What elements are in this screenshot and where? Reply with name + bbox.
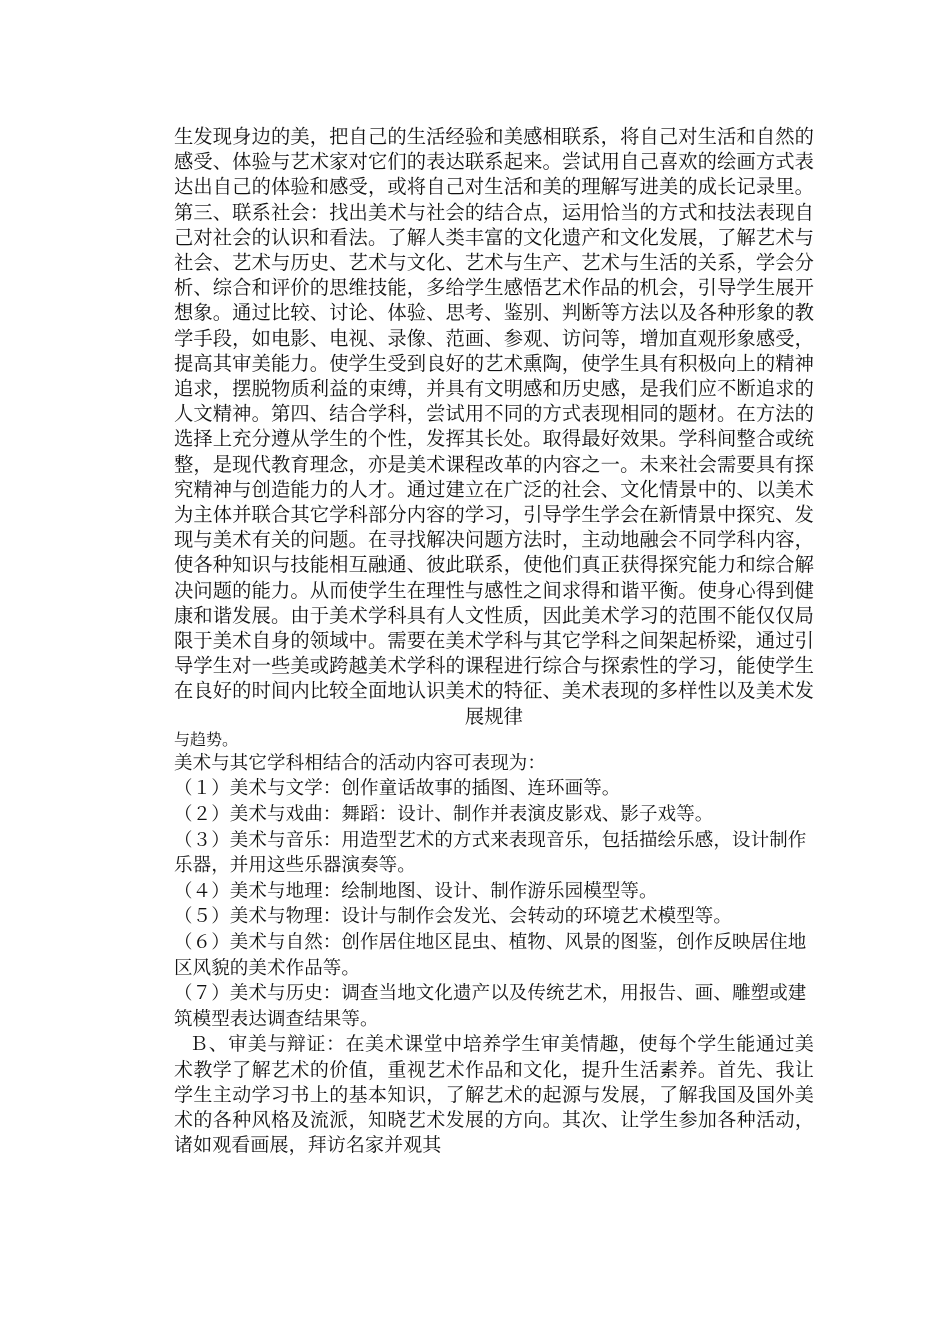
list-item-1: （１）美术与文学：创作童话故事的插图、连环画等。	[174, 778, 621, 800]
b-paragraph: Ｂ、审美与辩证：在美术课堂中培养学生审美情趣，使每个学生能通过美术教学了解艺术的价值，重视艺术作品和文化，提升生活素养。首先、我让学生主动学习书上的基本知识，了解艺术的起源与发展，了解我国及国外美术的各种风格及流派，知晓艺术发展的方向。其次、让学生参加各种活动，诸如观看画展，拜访名家并观其	[174, 1033, 814, 1157]
list-item-6: （６）美术与自然：创作居住地区昆虫、植物、风景的图鉴，创作反映居住地区风貌的美术作品等。	[174, 932, 807, 979]
list-item-7: （７）美术与历史：调查当地文化遗产以及传统艺术，用报告、画、雕塑或建筑模型表达调查结果等。	[174, 983, 807, 1030]
list-item-5: （５）美术与物理：设计与制作会发光、会转动的环境艺术模型等。	[174, 906, 733, 928]
main-paragraph: 生发现身边的美，把自己的生活经验和美感相联系，将自己对生活和自然的感受、体验与艺术家对它们的表达联系起来。尝试用自己喜欢的绘画方式表达出自己的体验和感受，或将自己对生活和美的理解写进美的成长记录里。第三、联系社会：找出美术与社会的结合点，运用恰当的方式和技法表现自己对社会的认识和看法。了解人类丰富的文化遗产和文化发展，了解艺术与社会、艺术与历史、艺术与文化、艺术与生产、艺术与生活的关系，学会分析、综合和评价的思维技能，多给学生感悟艺术作品的机会，引导学生展开想象。通过比较、讨论、体验、思考、鉴别、判断等方法以及各种形象的教学手段，如电影、电视、录像、范画、参观、访问等，增加直观形象感受，提高其审美能力。使学生受到良好的艺术熏陶，使学生具有积极向上的精神追求，摆脱物质利益的束缚，并具有文明感和历史感，是我们应不断追求的人文精神。第四、结合学科，尝试用不同的方式表现相同的题材。在方法的选择上充分遵从学生的个性，发挥其长处。取得最好效果。学科间整合或统整，是现代教育理念，亦是美术课程改革的内容之一。未来社会需要具有探究精神与创造能力的人才。通过建立在广泛的社会、文化情景中的、以美术为主体并联合其它学科部分内容的学习，引导学生学会在新情景中探究、发现与美术有关的问题。在寻找解决问题方法时，主动地融会不同学科内容，使各种知识与技能相互融通、彼此联系，使他们真正获得探究能力和综合解决问题的能力。从而使学生在理性与感性之间求得和谐平衡。使身心得到健康和谐发展。由于美术学科具有人文性质，因此美术学习的范围不能仅仅局限于美术自身的领域中。需要在美术学科与其它学科之间架起桥梁，通过引导学生对一些美或跨越美术学科的课程进行综合与探索性的学习，能使学生在良好的时间内比较全面地认识美术的特征、美术表现的多样性以及美术发展规律	[174, 125, 814, 728]
document-page	[174, 124, 814, 1158]
list-intro: 美术与其它学科相结合的活动内容可表现为：	[174, 752, 547, 774]
list-item-2: （２）美术与戏曲：舞蹈：设计、制作并表演皮影戏、影子戏等。	[174, 804, 714, 826]
list-item-4: （４）美术与地理：绘制地图、设计、制作游乐园模型等。	[174, 880, 658, 902]
trend-line: 与趋势。	[174, 729, 239, 749]
list-item-3: （３）美术与音乐：用造型艺术的方式来表现音乐，包括描绘乐感，设计制作乐器，并用这些乐器演奏等。	[174, 829, 807, 877]
